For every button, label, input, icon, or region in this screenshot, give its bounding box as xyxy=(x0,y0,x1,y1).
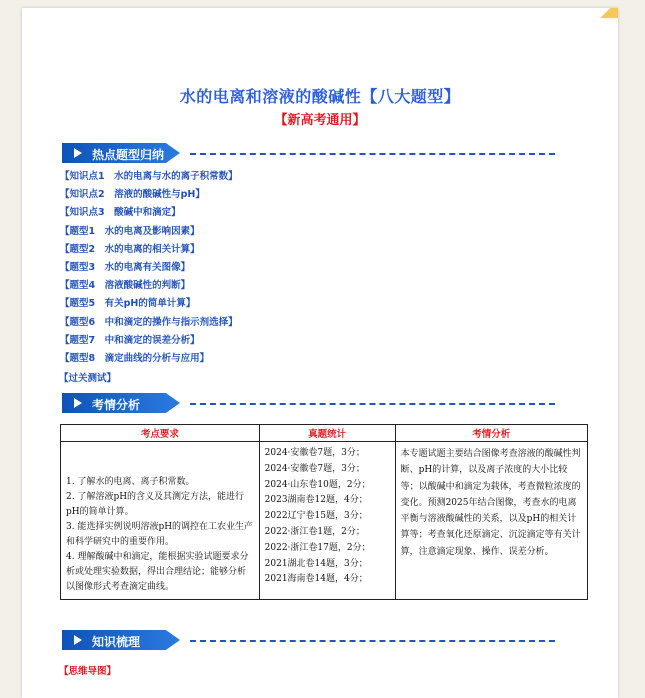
section-label: 知识梳理 xyxy=(92,635,141,649)
topic-link[interactable]: 【知识点2 溶液的酸碱性与pH】 xyxy=(60,189,205,201)
stat-item: 2021海南卷14题，4分； xyxy=(264,574,368,585)
dashed-divider xyxy=(190,640,555,642)
exam-analysis-table xyxy=(60,424,588,600)
topic-list xyxy=(60,168,238,368)
section-label: 热点题型归纳 xyxy=(92,148,165,162)
requirement-item: 2. 了解溶液pH的含义及其测定方法，能进行pH的简单计算。 xyxy=(66,492,245,517)
mind-map-label: 【思维导图】 xyxy=(59,666,117,677)
topic-link[interactable]: 【题型1 水的电离及影响因素】 xyxy=(60,225,200,237)
header-analysis: 考情分析 xyxy=(395,425,587,442)
topic-link[interactable]: 【题型4 溶液酸碱性的判断】 xyxy=(60,280,191,292)
table-row xyxy=(61,442,588,600)
section-label: 考情分析 xyxy=(92,398,141,412)
section-header-hot xyxy=(62,143,562,163)
stat-item: 2022·浙江卷1题，2分； xyxy=(264,526,365,537)
topic-link[interactable]: 【题型2 水的电离的相关计算】 xyxy=(60,243,200,255)
page-title: 水的电离和溶液的酸碱性【八大题型】 xyxy=(179,87,461,106)
stat-item: 2024·安徽卷7题，3分； xyxy=(264,463,365,474)
header-requirements: 考点要求 xyxy=(61,425,260,442)
section-header-analysis xyxy=(62,393,562,413)
requirement-item: 1. 了解水的电离、离子积常数。 xyxy=(66,477,195,487)
topic-link[interactable]: 【知识点3 酸碱中和滴定】 xyxy=(60,207,181,219)
requirements-cell xyxy=(61,442,260,600)
page-corner-fold xyxy=(592,8,618,18)
dashed-divider xyxy=(190,403,555,405)
header-stats: 真题统计 xyxy=(259,425,395,442)
requirement-item: 4. 理解酸碱中和滴定，能根据实验试题要求分析或处理实验数据，得出合理结论；能够分析以图像形式考查滴定曲线。 xyxy=(66,552,249,592)
stat-item: 2024·山东卷10题，2分； xyxy=(264,479,371,490)
stat-item: 2022辽宁卷15题，3分； xyxy=(264,511,368,522)
page-subtitle: 【新高考通用】 xyxy=(274,113,366,128)
play-triangle-icon xyxy=(74,398,82,408)
topic-link[interactable]: 【题型5 有关pH的简单计算】 xyxy=(60,298,196,310)
stat-item: 2021湖北卷14题，3分； xyxy=(264,558,368,569)
topic-link[interactable]: 【题型6 中和滴定的操作与指示剂选择】 xyxy=(60,316,238,328)
document-page xyxy=(22,8,618,698)
topic-link[interactable]: 【知识点1 水的电离与水的离子积常数】 xyxy=(60,171,238,182)
requirement-item: 3. 能选择实例说明溶液pH的调控在工农业生产和科学研究中的重要作用。 xyxy=(66,522,254,547)
topic-link[interactable]: 【题型8 滴定曲线的分析与应用】 xyxy=(60,353,210,365)
stat-item: 2022·浙江卷17题，2分； xyxy=(264,542,371,553)
section-header-knowledge xyxy=(62,630,562,650)
stats-cell xyxy=(259,442,395,600)
test-link[interactable]: 【过关测试】 xyxy=(59,373,117,384)
analysis-cell: 本专题试题主要结合图像考查溶液的酸碱性判断、pH的计算，以及离子浓度的大小比较等；以酸碱中和滴定为载体，考查微粒浓度的变化。预测2025年结合图像，考查水的电离平衡与溶液酸碱性的关系，以及pH的相关计算等；考查氧化还原滴定、沉淀滴定等有关计算，注意滴定现象、操作、误差分析。 xyxy=(395,442,587,600)
play-triangle-icon xyxy=(74,635,82,645)
stat-item: 2023湖南卷12题，4分； xyxy=(264,495,368,506)
topic-link[interactable]: 【题型3 水的电离有关图像】 xyxy=(60,262,191,274)
play-triangle-icon xyxy=(74,148,82,158)
table-header-row xyxy=(61,425,588,442)
topic-link[interactable]: 【题型7 中和滴定的误差分析】 xyxy=(60,334,200,346)
stat-item: 2024·安徽卷7题，3分； xyxy=(264,448,365,458)
dashed-divider xyxy=(190,153,555,155)
